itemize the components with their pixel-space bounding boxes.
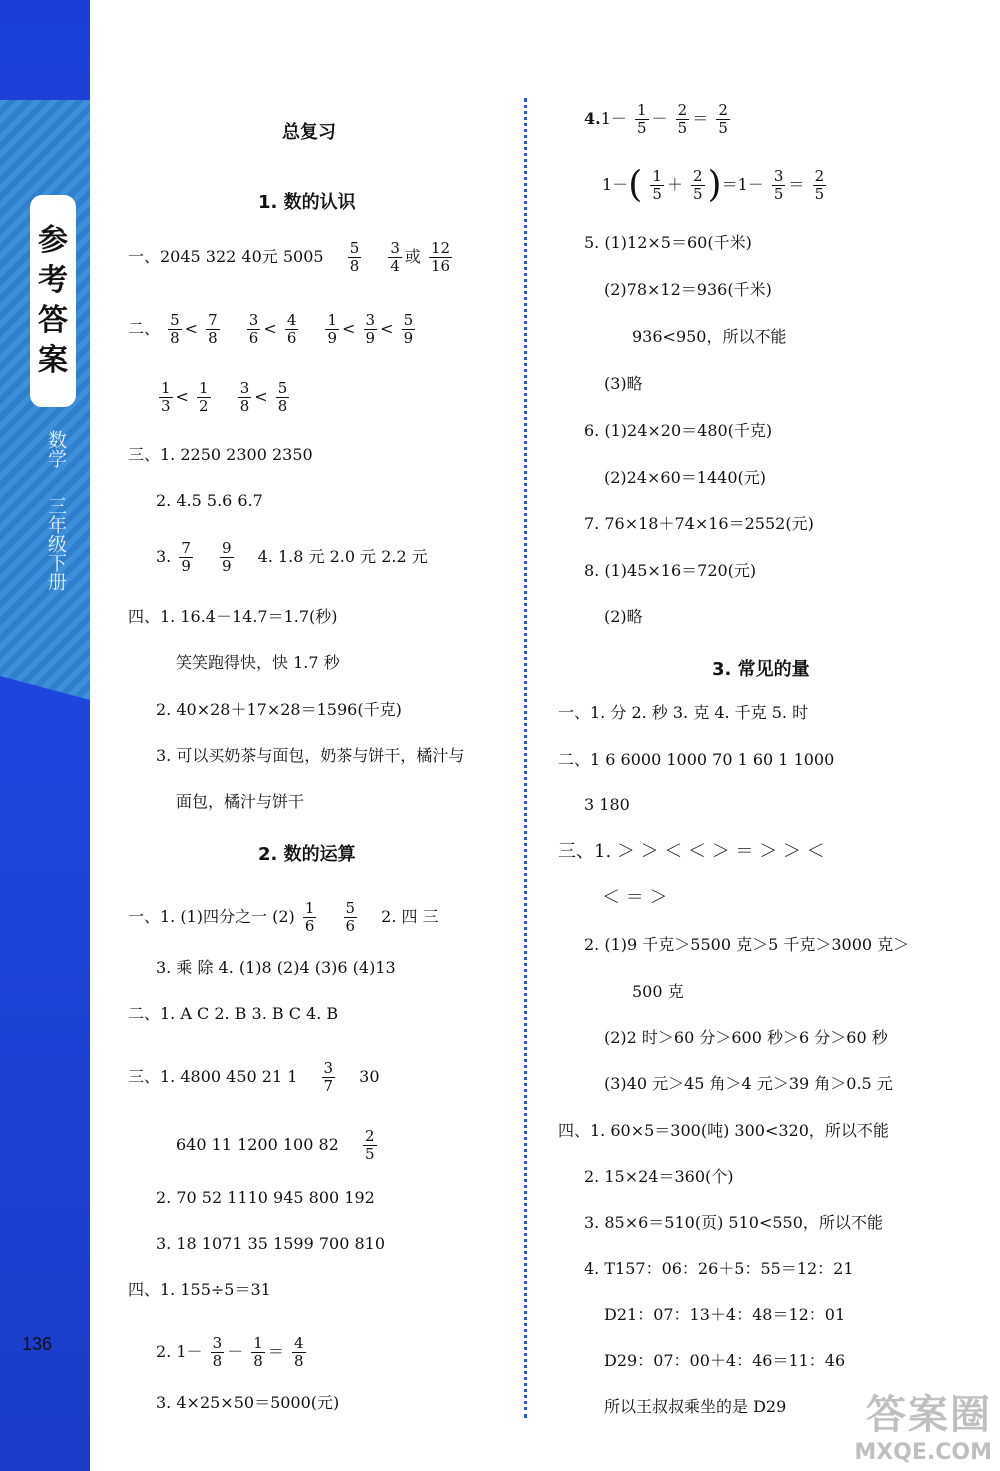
answer-line: 8. (1)45×16＝720(元) [584,561,757,580]
answer-line: 3. 85×6＝510(页) 510<550，所以不能 [584,1213,883,1232]
answer-line: 3. $\frac{7}{9}$ $\frac{9}{9}$ 4. 1.8 元 2.0 元 2.2 元 [156,539,428,575]
answer-line: 3. 乘 除 4. (1)8 (2)4 (3)6 (4)13 [156,958,396,977]
answer-line: 4.1－ $\frac{1}{5}$ － $\frac{2}{5}$ ＝ $\frac{2}{5}$ [584,101,728,137]
badge-char: 考 [38,263,68,298]
watermark-text: 答案圈 [866,1392,992,1438]
answer-line: 二、 $\frac{5}{8}$ < $\frac{7}{8}$ $\frac{3}{6}$ < $\frac{4}{6}$ $\frac{1}{9}$ < $\frac{3}{9}$ < $\frac{5}{9}$ [128,311,414,347]
grade-label: 三年级下册 [45,496,67,591]
answer-line: $\frac{1}{3}$ < $\frac{1}{2}$ $\frac{3}{8}$ < $\frac{5}{8}$ [161,379,288,415]
subject-label: 数学 [45,430,67,468]
answer-line: 四、1. 16.4－14.7＝1.7(秒) [128,607,338,626]
badge-char: 案 [38,343,68,378]
answer-line: 7. 76×18＋74×16＝2552(元) [584,514,814,533]
answer-line: 一、1. 分 2. 秒 3. 克 4. 千克 5. 时 [558,703,809,722]
badge-char: 参 [38,223,68,258]
watermark-domain: MXQE.COM [854,1440,992,1465]
sidebar [0,0,90,1471]
answer-line: 4. T157：06：26＋5：55＝12：21 [584,1259,854,1278]
answer-line: 500 克 [632,982,684,1001]
answer-line: 3. 4×25×50＝5000(元) [156,1393,340,1412]
answer-line: 一、1. (1)四分之一 (2) $\frac{1}{6}$ $\frac{5}{6}$ 2. 四 三 [128,899,439,935]
answer-line: 640 11 1200 100 82 $\frac{2}{5}$ [176,1127,375,1163]
answer-line: D21：07：13＋4：48＝12：01 [604,1305,846,1324]
answer-line: 2. 15×24＝360(个) [584,1167,734,1186]
answer-line: 三、1. 4800 450 21 1 $\frac{3}{7}$ 30 [128,1059,380,1095]
watermark-logo [802,1383,992,1463]
answer-line: (3)40 元＞45 角＞4 元＞39 角＞0.5 元 [604,1074,893,1093]
answer-line: 四、1. 60×5＝300(吨) 300<320，所以不能 [558,1121,889,1140]
section-heading-1: 1. 数的认识 [258,192,356,213]
answer-line: (2)2 时＞60 分＞600 秒＞6 分＞60 秒 [604,1028,888,1047]
answer-line: 3. 可以买奶茶与面包，奶茶与饼干，橘汁与 [156,746,465,765]
answer-line: 二、1 6 6000 1000 70 1 60 1 1000 [558,750,835,769]
answer-line: ＜ ＝ ＞ [602,887,668,908]
answer-line: 6. (1)24×20＝480(千克) [584,421,773,440]
answer-line: 5. (1)12×5＝60(千米) [584,233,752,252]
sidebar-subject [38,430,74,597]
answer-line: 2. 70 52 1110 945 800 192 [156,1188,375,1207]
column-divider [524,98,527,1418]
section-heading-3: 3. 常见的量 [712,659,810,680]
section-heading-2: 2. 数的运算 [258,844,356,865]
answer-line: 2. 40×28＋17×28＝1596(千克) [156,700,402,719]
answer-line: 2. (1)9 千克＞5500 克＞5 千克＞3000 克＞ [584,935,910,954]
answer-line: (2)78×12＝936(千米) [604,280,772,299]
page-title: 总复习 [282,122,336,143]
answer-line: (2)24×60＝1440(元) [604,468,766,487]
answer-line: 三、1. ＞ ＞ ＜ ＜ ＞ ＝ ＞ ＞ ＜ [558,841,825,862]
badge-char: 答 [38,303,68,338]
answer-line: 面包，橘汁与饼干 [176,792,305,811]
answer-line: 936<950，所以不能 [632,327,787,346]
answer-line: 3. 18 1071 35 1599 700 810 [156,1234,386,1253]
answer-line: (2)略 [604,607,643,626]
answer-line: 二、1. A C 2. B 3. B C 4. B [128,1004,339,1023]
answer-line: 三、1. 2250 2300 2350 [128,445,313,464]
answer-line: 四、1. 155÷5＝31 [128,1280,271,1299]
answer-line: 3 180 [584,795,630,814]
answer-badge [30,195,76,407]
page-number: 136 [22,1334,53,1354]
answer-line: 所以王叔叔乘坐的是 D29 [604,1397,787,1416]
answer-line: 一、2045 322 40元 5005 $\frac{5}{8}$ $\frac{3}{4}$ 或 $\frac{12}{16}$ [128,239,451,275]
answer-line: (3)略 [604,374,643,393]
answer-line: 笑笑跑得快，快 1.7 秒 [176,653,340,672]
answer-line: 2. 4.5 5.6 6.7 [156,491,263,510]
answer-line: 2. 1－ $\frac{3}{8}$ － $\frac{1}{8}$ ＝ $\frac{4}{8}$ [156,1334,304,1370]
answer-line: D29：07：00＋4：46＝11：46 [604,1351,846,1370]
answer-line: 1－( $\frac{1}{5}$ ＋ $\frac{2}{5}$ )＝1－ $\frac{3}{5}$ ＝ $\frac{2}{5}$ [602,164,825,206]
